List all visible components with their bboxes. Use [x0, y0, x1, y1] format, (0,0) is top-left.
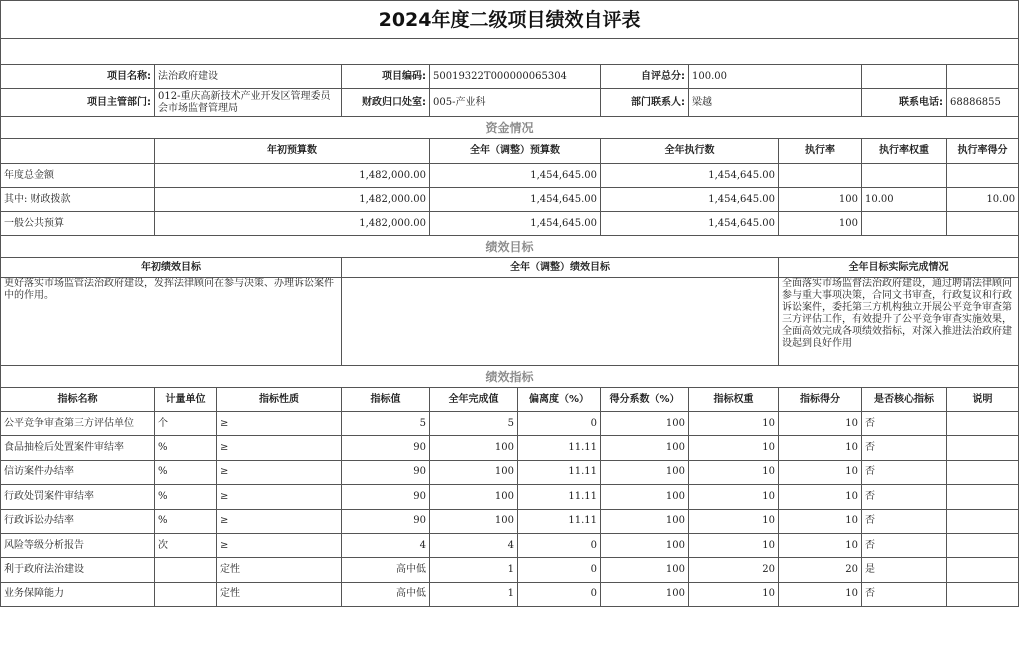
indicator-done: 4	[430, 533, 518, 557]
funds-rate	[779, 164, 862, 188]
indicator-unit	[155, 582, 217, 606]
funds-executed: 1,454,645.00	[601, 188, 779, 212]
indicator-weight: 10	[689, 460, 779, 484]
indicator-nature: ≥	[217, 533, 342, 557]
indicator-name: 行政处罚案件审结率	[1, 485, 155, 509]
indicator-row	[1, 509, 1019, 533]
indicator-score: 20	[779, 558, 862, 582]
indicator-name: 信访案件办结率	[1, 460, 155, 484]
indicator-weight: 10	[689, 485, 779, 509]
indicator-score: 10	[779, 582, 862, 606]
indicator-done: 100	[430, 485, 518, 509]
indicator-deviation: 11.11	[518, 436, 601, 460]
indicator-note	[947, 533, 1019, 557]
indicator-name: 行政诉讼办结率	[1, 509, 155, 533]
funds-budget: 1,482,000.00	[155, 212, 430, 236]
funds-rate: 100	[779, 212, 862, 236]
empty-cell	[862, 65, 947, 89]
indicator-value: 90	[342, 485, 430, 509]
indicator-coefficient: 100	[601, 533, 689, 557]
indicator-nature: ≥	[217, 412, 342, 436]
funds-header: 执行率得分	[947, 139, 1019, 164]
indicator-name: 公平竞争审查第三方评估单位	[1, 412, 155, 436]
indicator-core: 否	[862, 460, 947, 484]
funds-rate: 100	[779, 188, 862, 212]
funds-header: 年初预算数	[155, 139, 430, 164]
indicator-score: 10	[779, 436, 862, 460]
indicator-coefficient: 100	[601, 412, 689, 436]
indicator-unit: 个	[155, 412, 217, 436]
indicator-score: 10	[779, 509, 862, 533]
contact-label: 部门联系人:	[601, 89, 689, 117]
indicator-weight: 10	[689, 412, 779, 436]
indicator-unit	[155, 558, 217, 582]
indicator-note	[947, 485, 1019, 509]
indicator-nature: 定性	[217, 558, 342, 582]
indicator-header: 是否核心指标	[862, 388, 947, 412]
funds-adjusted: 1,454,645.00	[430, 164, 601, 188]
indicator-core: 否	[862, 533, 947, 557]
finance-label: 财政归口处室:	[342, 89, 430, 117]
indicator-note	[947, 436, 1019, 460]
indicator-unit: 次	[155, 533, 217, 557]
indicator-done: 100	[430, 460, 518, 484]
indicator-name: 业务保障能力	[1, 582, 155, 606]
indicator-header: 全年完成值	[430, 388, 518, 412]
funds-row	[1, 212, 1019, 236]
indicator-header: 指标值	[342, 388, 430, 412]
indicator-row	[1, 558, 1019, 582]
indicator-value: 90	[342, 509, 430, 533]
indicator-done: 1	[430, 558, 518, 582]
indicator-row	[1, 582, 1019, 606]
indicator-note	[947, 582, 1019, 606]
adjusted-goal	[342, 278, 779, 366]
indicator-deviation: 11.11	[518, 460, 601, 484]
indicator-name: 利于政府法治建设	[1, 558, 155, 582]
indicator-header: 指标性质	[217, 388, 342, 412]
indicator-value: 90	[342, 460, 430, 484]
indicator-note	[947, 412, 1019, 436]
funds-weight: 10.00	[862, 188, 947, 212]
indicator-coefficient: 100	[601, 485, 689, 509]
project-code-label: 项目编码:	[342, 65, 430, 89]
funds-budget: 1,482,000.00	[155, 188, 430, 212]
funds-weight	[862, 164, 947, 188]
self-score: 100.00	[689, 65, 862, 89]
dept: 012-重庆高新技术产业开发区管理委员会市场监督管理局	[155, 89, 342, 117]
indicator-header: 说明	[947, 388, 1019, 412]
indicator-name: 风险等级分析报告	[1, 533, 155, 557]
indicator-core: 否	[862, 509, 947, 533]
indicator-nature: 定性	[217, 582, 342, 606]
indicator-row	[1, 533, 1019, 557]
project-name: 法治政府建设	[155, 65, 342, 89]
goals-section-title: 绩效目标	[1, 236, 1019, 258]
indicator-row	[1, 485, 1019, 509]
indicator-deviation: 0	[518, 582, 601, 606]
indicator-nature: ≥	[217, 509, 342, 533]
indicator-row	[1, 436, 1019, 460]
funds-item-name: 年度总金额	[1, 164, 155, 188]
indicator-unit: %	[155, 485, 217, 509]
indicator-unit: %	[155, 436, 217, 460]
indicator-core: 否	[862, 436, 947, 460]
indicator-core: 否	[862, 485, 947, 509]
contact: 梁越	[689, 89, 862, 117]
indicator-score: 10	[779, 533, 862, 557]
funds-header: 执行率	[779, 139, 862, 164]
indicator-done: 1	[430, 582, 518, 606]
indicator-unit: %	[155, 509, 217, 533]
indicators-section-title: 绩效指标	[1, 366, 1019, 388]
page-title: 2024年度二级项目绩效自评表	[1, 1, 1019, 39]
indicator-coefficient: 100	[601, 582, 689, 606]
indicator-coefficient: 100	[601, 436, 689, 460]
dept-label: 项目主管部门:	[1, 89, 155, 117]
indicator-unit: %	[155, 460, 217, 484]
indicator-value: 5	[342, 412, 430, 436]
indicator-deviation: 11.11	[518, 485, 601, 509]
project-code: 50019322T000000065304	[430, 65, 601, 89]
indicator-nature: ≥	[217, 460, 342, 484]
indicator-nature: ≥	[217, 485, 342, 509]
indicator-note	[947, 558, 1019, 582]
funds-adjusted: 1,454,645.00	[430, 188, 601, 212]
indicator-done: 100	[430, 509, 518, 533]
indicator-coefficient: 100	[601, 509, 689, 533]
funds-item-name: 一般公共预算	[1, 212, 155, 236]
indicator-header: 得分系数（%）	[601, 388, 689, 412]
indicator-deviation: 0	[518, 558, 601, 582]
indicator-core: 否	[862, 412, 947, 436]
indicator-weight: 20	[689, 558, 779, 582]
indicator-weight: 10	[689, 582, 779, 606]
funds-section-title: 资金情况	[1, 117, 1019, 139]
funds-header: 执行率权重	[862, 139, 947, 164]
indicator-header: 指标权重	[689, 388, 779, 412]
funds-header: 全年执行数	[601, 139, 779, 164]
indicator-coefficient: 100	[601, 460, 689, 484]
indicator-value: 高中低	[342, 582, 430, 606]
goals-header: 年初绩效目标	[1, 258, 342, 278]
blank-row	[1, 39, 1019, 65]
funds-weight	[862, 212, 947, 236]
indicator-deviation: 0	[518, 412, 601, 436]
indicator-done: 5	[430, 412, 518, 436]
indicator-name: 食品抽检后处置案件审结率	[1, 436, 155, 460]
indicator-row	[1, 460, 1019, 484]
funds-item-name: 其中: 财政拨款	[1, 188, 155, 212]
indicator-note	[947, 460, 1019, 484]
funds-score	[947, 164, 1019, 188]
indicator-note	[947, 509, 1019, 533]
phone: 68886855	[947, 89, 1019, 117]
indicator-table-body	[1, 412, 1019, 607]
indicator-value: 高中低	[342, 558, 430, 582]
indicator-header: 指标得分	[779, 388, 862, 412]
indicator-deviation: 11.11	[518, 509, 601, 533]
goals-header: 全年（调整）绩效目标	[342, 258, 779, 278]
phone-label: 联系电话:	[862, 89, 947, 117]
funds-header: 全年（调整）预算数	[430, 139, 601, 164]
indicator-nature: ≥	[217, 436, 342, 460]
funds-executed: 1,454,645.00	[601, 212, 779, 236]
self-score-label: 自评总分:	[601, 65, 689, 89]
indicator-row	[1, 412, 1019, 436]
indicator-score: 10	[779, 485, 862, 509]
funds-adjusted: 1,454,645.00	[430, 212, 601, 236]
goals-header: 全年目标实际完成情况	[779, 258, 1019, 278]
indicator-weight: 10	[689, 533, 779, 557]
funds-row	[1, 188, 1019, 212]
indicator-weight: 10	[689, 436, 779, 460]
project-name-label: 项目名称:	[1, 65, 155, 89]
indicator-score: 10	[779, 412, 862, 436]
initial-goal: 更好落实市场监管法治政府建设，发挥法律顾问在参与决策、办理诉讼案件中的作用。	[1, 278, 342, 366]
funds-score: 10.00	[947, 188, 1019, 212]
indicator-header: 偏离度（%）	[518, 388, 601, 412]
indicator-core: 是	[862, 558, 947, 582]
indicator-score: 10	[779, 460, 862, 484]
finance: 005-产业科	[430, 89, 601, 117]
actual-completion: 全面落实市场监督法治政府建设，通过聘请法律顾问参与重大事项决策，合同文书审查，行政复议和行政诉讼案件，委托第三方机构独立开展公平竞争审查第三方评估工作，有效提升了公平竞争审查实施效果，全面高效完成各项绩效指标，对深入推进法治政府建设起到良好作用	[779, 278, 1019, 366]
funds-row	[1, 164, 1019, 188]
indicator-value: 4	[342, 533, 430, 557]
funds-budget: 1,482,000.00	[155, 164, 430, 188]
indicator-header: 指标名称	[1, 388, 155, 412]
indicator-core: 否	[862, 582, 947, 606]
indicator-deviation: 0	[518, 533, 601, 557]
indicator-value: 90	[342, 436, 430, 460]
indicator-coefficient: 100	[601, 558, 689, 582]
funds-executed: 1,454,645.00	[601, 164, 779, 188]
indicator-done: 100	[430, 436, 518, 460]
indicator-weight: 10	[689, 509, 779, 533]
indicator-header: 计量单位	[155, 388, 217, 412]
empty-cell	[947, 65, 1019, 89]
funds-score	[947, 212, 1019, 236]
empty-cell	[1, 139, 155, 164]
